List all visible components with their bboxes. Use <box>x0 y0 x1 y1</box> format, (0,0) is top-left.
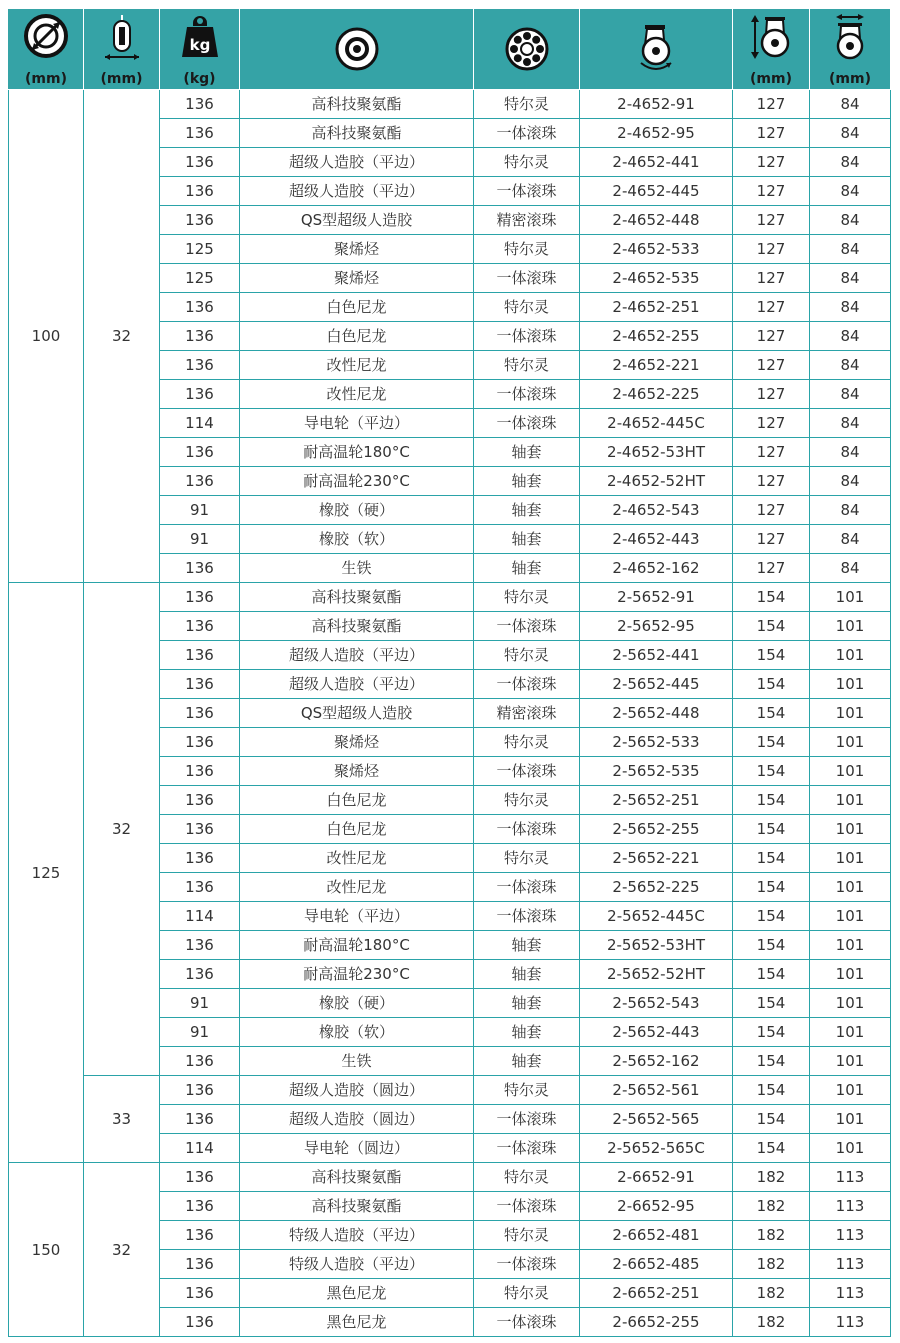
height-cell: 127 <box>733 148 810 177</box>
material-cell: 橡胶（硬） <box>240 496 474 525</box>
part-number-cell: 2-5652-445C <box>580 902 733 931</box>
plate-width-cell: 84 <box>810 264 891 293</box>
header-material <box>240 9 474 90</box>
load-cell: 136 <box>160 293 240 322</box>
plate-width-cell: 84 <box>810 148 891 177</box>
material-cell: 聚烯烃 <box>240 728 474 757</box>
unit-label: (mm) <box>100 71 143 87</box>
plate-width-cell: 113 <box>810 1279 891 1308</box>
height-cell: 127 <box>733 525 810 554</box>
plate-width-cell: 101 <box>810 1105 891 1134</box>
bearing-cell: 一体滚珠 <box>474 670 580 699</box>
bearing-cell: 特尔灵 <box>474 1221 580 1250</box>
load-cell: 136 <box>160 1105 240 1134</box>
spec-table-body <box>9 90 891 1337</box>
plate-width-cell: 101 <box>810 902 891 931</box>
header-height <box>733 9 810 90</box>
material-cell: 高科技聚氨酯 <box>240 1192 474 1221</box>
material-cell: 白色尼龙 <box>240 815 474 844</box>
part-number-cell: 2-4652-448 <box>580 206 733 235</box>
part-number-cell: 2-5652-533 <box>580 728 733 757</box>
height-cell: 182 <box>733 1192 810 1221</box>
load-cell: 91 <box>160 496 240 525</box>
bearing-cell: 特尔灵 <box>474 1163 580 1192</box>
height-cell: 154 <box>733 670 810 699</box>
bearing-cell: 一体滚珠 <box>474 815 580 844</box>
part-number-cell: 2-4652-221 <box>580 351 733 380</box>
part-number-cell: 2-4652-255 <box>580 322 733 351</box>
material-cell: 高科技聚氨酯 <box>240 90 474 119</box>
bearing-cell: 一体滚珠 <box>474 612 580 641</box>
load-cell: 136 <box>160 786 240 815</box>
load-cell: 136 <box>160 1250 240 1279</box>
part-number-cell: 2-5652-445 <box>580 670 733 699</box>
swivel-caster-icon <box>635 23 677 75</box>
part-number-cell: 2-5652-565 <box>580 1105 733 1134</box>
load-cell: 136 <box>160 1308 240 1337</box>
table-row <box>9 1163 891 1192</box>
plate-width-cell: 101 <box>810 1047 891 1076</box>
plate-width-cell: 101 <box>810 1018 891 1047</box>
material-cell: 聚烯烃 <box>240 757 474 786</box>
bearing-cell: 特尔灵 <box>474 1076 580 1105</box>
table-row <box>9 583 891 612</box>
bearing-cell: 特尔灵 <box>474 728 580 757</box>
material-cell: 生铁 <box>240 554 474 583</box>
height-cell: 154 <box>733 989 810 1018</box>
plate-width-cell: 84 <box>810 293 891 322</box>
bearing-cell: 特尔灵 <box>474 844 580 873</box>
unit-label: (mm) <box>829 71 871 87</box>
material-cell: 高科技聚氨酯 <box>240 612 474 641</box>
width-cell: 32 <box>84 583 160 1076</box>
height-cell: 127 <box>733 554 810 583</box>
spec-table-wrapper <box>8 8 890 1337</box>
part-number-cell: 2-4652-443 <box>580 525 733 554</box>
height-cell: 154 <box>733 815 810 844</box>
height-cell: 127 <box>733 467 810 496</box>
part-number-cell: 2-4652-52HT <box>580 467 733 496</box>
part-number-cell: 2-4652-533 <box>580 235 733 264</box>
bearing-cell: 特尔灵 <box>474 1279 580 1308</box>
material-cell: 超级人造胶（平边） <box>240 670 474 699</box>
bearing-cell: 一体滚珠 <box>474 1105 580 1134</box>
load-cell: 136 <box>160 1279 240 1308</box>
load-cell: 136 <box>160 90 240 119</box>
bearing-cell: 特尔灵 <box>474 235 580 264</box>
material-cell: 高科技聚氨酯 <box>240 1163 474 1192</box>
load-cell: 91 <box>160 989 240 1018</box>
part-number-cell: 2-4652-445 <box>580 177 733 206</box>
header-width <box>84 9 160 90</box>
plate-width-cell: 113 <box>810 1163 891 1192</box>
height-cell: 154 <box>733 757 810 786</box>
material-cell: 白色尼龙 <box>240 293 474 322</box>
load-cell: 136 <box>160 757 240 786</box>
unit-label: (kg) <box>183 71 216 87</box>
material-cell: 耐高温轮180°C <box>240 438 474 467</box>
header-plate <box>810 9 891 90</box>
bearing-icon <box>504 26 550 72</box>
material-cell: 改性尼龙 <box>240 351 474 380</box>
height-cell: 127 <box>733 496 810 525</box>
part-number-cell: 2-5652-162 <box>580 1047 733 1076</box>
plate-width-cell: 84 <box>810 467 891 496</box>
plate-width-cell: 101 <box>810 583 891 612</box>
plate-width-cell: 101 <box>810 786 891 815</box>
bearing-cell: 轴套 <box>474 525 580 554</box>
part-number-cell: 2-5652-535 <box>580 757 733 786</box>
height-cell: 154 <box>733 902 810 931</box>
load-cell: 136 <box>160 119 240 148</box>
load-cell: 136 <box>160 931 240 960</box>
load-cell: 125 <box>160 264 240 293</box>
load-cell: 136 <box>160 641 240 670</box>
bearing-cell: 一体滚珠 <box>474 322 580 351</box>
load-cell: 136 <box>160 554 240 583</box>
height-cell: 127 <box>733 438 810 467</box>
bearing-cell: 轴套 <box>474 989 580 1018</box>
height-cell: 182 <box>733 1221 810 1250</box>
plate-width-cell: 113 <box>810 1250 891 1279</box>
material-cell: 改性尼龙 <box>240 873 474 902</box>
plate-width-icon <box>830 13 870 61</box>
header-load <box>160 9 240 90</box>
material-cell: 改性尼龙 <box>240 844 474 873</box>
bearing-cell: 轴套 <box>474 1047 580 1076</box>
part-number-cell: 2-5652-565C <box>580 1134 733 1163</box>
plate-width-cell: 84 <box>810 177 891 206</box>
bearing-cell: 一体滚珠 <box>474 409 580 438</box>
plate-width-cell: 84 <box>810 90 891 119</box>
part-number-cell: 2-5652-225 <box>580 873 733 902</box>
part-number-cell: 2-6652-251 <box>580 1279 733 1308</box>
plate-width-cell: 101 <box>810 931 891 960</box>
height-cell: 154 <box>733 1047 810 1076</box>
material-cell: 白色尼龙 <box>240 322 474 351</box>
height-cell: 127 <box>733 235 810 264</box>
part-number-cell: 2-6652-95 <box>580 1192 733 1221</box>
load-cell: 136 <box>160 351 240 380</box>
material-cell: 导电轮（平边） <box>240 902 474 931</box>
plate-width-cell: 84 <box>810 322 891 351</box>
bearing-cell: 特尔灵 <box>474 90 580 119</box>
diameter-cell: 150 <box>9 1163 84 1337</box>
bearing-cell: 一体滚珠 <box>474 1134 580 1163</box>
load-cell: 125 <box>160 235 240 264</box>
bearing-cell: 一体滚珠 <box>474 380 580 409</box>
bearing-cell: 特尔灵 <box>474 351 580 380</box>
bearing-cell: 特尔灵 <box>474 293 580 322</box>
plate-width-cell: 101 <box>810 612 891 641</box>
load-cell: 136 <box>160 844 240 873</box>
bearing-cell: 特尔灵 <box>474 786 580 815</box>
load-cell: 136 <box>160 960 240 989</box>
height-cell: 182 <box>733 1163 810 1192</box>
load-cell: 136 <box>160 148 240 177</box>
bearing-cell: 一体滚珠 <box>474 1308 580 1337</box>
load-cell: 136 <box>160 612 240 641</box>
part-number-cell: 2-5652-52HT <box>580 960 733 989</box>
plate-width-cell: 84 <box>810 525 891 554</box>
bearing-cell: 特尔灵 <box>474 583 580 612</box>
material-cell: 导电轮（平边） <box>240 409 474 438</box>
wheel-material-icon <box>334 26 380 72</box>
plate-width-cell: 101 <box>810 989 891 1018</box>
diameter-cell: 125 <box>9 583 84 1163</box>
bearing-cell: 特尔灵 <box>474 641 580 670</box>
height-cell: 127 <box>733 293 810 322</box>
height-cell: 127 <box>733 90 810 119</box>
part-number-cell: 2-5652-251 <box>580 786 733 815</box>
load-cell: 136 <box>160 728 240 757</box>
load-cell: 136 <box>160 1192 240 1221</box>
height-cell: 154 <box>733 1105 810 1134</box>
bearing-cell: 轴套 <box>474 931 580 960</box>
height-cell: 154 <box>733 699 810 728</box>
material-cell: 高科技聚氨酯 <box>240 119 474 148</box>
load-cell: 136 <box>160 1221 240 1250</box>
height-cell: 127 <box>733 380 810 409</box>
material-cell: 聚烯烃 <box>240 264 474 293</box>
part-number-cell: 2-6652-481 <box>580 1221 733 1250</box>
plate-width-cell: 84 <box>810 206 891 235</box>
part-number-cell: 2-4652-95 <box>580 119 733 148</box>
part-number-cell: 2-4652-225 <box>580 380 733 409</box>
plate-width-cell: 101 <box>810 1134 891 1163</box>
load-cell: 114 <box>160 409 240 438</box>
load-cell: 136 <box>160 467 240 496</box>
height-cell: 182 <box>733 1250 810 1279</box>
height-cell: 154 <box>733 1018 810 1047</box>
height-cell: 154 <box>733 844 810 873</box>
plate-width-cell: 101 <box>810 670 891 699</box>
material-cell: 聚烯烃 <box>240 235 474 264</box>
part-number-cell: 2-5652-441 <box>580 641 733 670</box>
load-cell: 136 <box>160 583 240 612</box>
load-cell: 136 <box>160 1076 240 1105</box>
height-cell: 154 <box>733 786 810 815</box>
diameter-cell: 100 <box>9 90 84 583</box>
part-number-cell: 2-4652-53HT <box>580 438 733 467</box>
width-cell: 32 <box>84 90 160 583</box>
load-cell: 136 <box>160 1047 240 1076</box>
plate-width-cell: 84 <box>810 380 891 409</box>
load-weight-icon <box>180 13 220 59</box>
wheel-width-icon <box>102 13 142 61</box>
height-cell: 127 <box>733 206 810 235</box>
bearing-cell: 轴套 <box>474 467 580 496</box>
material-cell: 黑色尼龙 <box>240 1308 474 1337</box>
bearing-cell: 一体滚珠 <box>474 873 580 902</box>
material-cell: 超级人造胶（平边） <box>240 177 474 206</box>
part-number-cell: 2-4652-441 <box>580 148 733 177</box>
table-row <box>9 1076 891 1105</box>
height-cell: 127 <box>733 322 810 351</box>
material-cell: 耐高温轮230°C <box>240 960 474 989</box>
plate-width-cell: 101 <box>810 757 891 786</box>
width-cell: 32 <box>84 1163 160 1337</box>
header-swivel <box>580 9 733 90</box>
load-cell: 136 <box>160 177 240 206</box>
header-diameter <box>9 9 84 90</box>
plate-width-cell: 101 <box>810 699 891 728</box>
unit-label: (mm) <box>750 71 792 87</box>
caster-spec-table <box>8 8 891 1337</box>
part-number-cell: 2-4652-251 <box>580 293 733 322</box>
part-number-cell: 2-4652-445C <box>580 409 733 438</box>
overall-height-icon <box>749 13 793 61</box>
height-cell: 127 <box>733 177 810 206</box>
bearing-cell: 轴套 <box>474 438 580 467</box>
bearing-cell: 精密滚珠 <box>474 699 580 728</box>
bearing-cell: 特尔灵 <box>474 148 580 177</box>
plate-width-cell: 101 <box>810 873 891 902</box>
bearing-cell: 一体滚珠 <box>474 757 580 786</box>
wheel-diameter-icon <box>23 13 69 59</box>
material-cell: 特级人造胶（平边） <box>240 1250 474 1279</box>
height-cell: 154 <box>733 583 810 612</box>
material-cell: 超级人造胶（平边） <box>240 148 474 177</box>
plate-width-cell: 84 <box>810 438 891 467</box>
plate-width-cell: 113 <box>810 1221 891 1250</box>
part-number-cell: 2-6652-485 <box>580 1250 733 1279</box>
load-cell: 136 <box>160 206 240 235</box>
width-cell: 33 <box>84 1076 160 1163</box>
bearing-cell: 精密滚珠 <box>474 206 580 235</box>
material-cell: 特级人造胶（平边） <box>240 1221 474 1250</box>
bearing-cell: 一体滚珠 <box>474 177 580 206</box>
part-number-cell: 2-4652-535 <box>580 264 733 293</box>
plate-width-cell: 84 <box>810 409 891 438</box>
material-cell: 橡胶（软） <box>240 525 474 554</box>
load-cell: 91 <box>160 1018 240 1047</box>
load-cell: 91 <box>160 525 240 554</box>
material-cell: 超级人造胶（平边） <box>240 641 474 670</box>
load-cell: 136 <box>160 873 240 902</box>
bearing-cell: 轴套 <box>474 496 580 525</box>
load-cell: 114 <box>160 902 240 931</box>
part-number-cell: 2-6652-255 <box>580 1308 733 1337</box>
bearing-cell: 一体滚珠 <box>474 119 580 148</box>
plate-width-cell: 113 <box>810 1308 891 1337</box>
part-number-cell: 2-4652-91 <box>580 90 733 119</box>
part-number-cell: 2-5652-221 <box>580 844 733 873</box>
height-cell: 154 <box>733 641 810 670</box>
part-number-cell: 2-6652-91 <box>580 1163 733 1192</box>
material-cell: 耐高温轮180°C <box>240 931 474 960</box>
plate-width-cell: 113 <box>810 1192 891 1221</box>
plate-width-cell: 84 <box>810 496 891 525</box>
load-icon-text: kg <box>189 36 210 54</box>
material-cell: 超级人造胶（圆边） <box>240 1076 474 1105</box>
bearing-cell: 一体滚珠 <box>474 1192 580 1221</box>
material-cell: 耐高温轮230°C <box>240 467 474 496</box>
load-cell: 136 <box>160 322 240 351</box>
bearing-cell: 一体滚珠 <box>474 902 580 931</box>
load-cell: 136 <box>160 380 240 409</box>
height-cell: 154 <box>733 612 810 641</box>
part-number-cell: 2-5652-448 <box>580 699 733 728</box>
part-number-cell: 2-5652-543 <box>580 989 733 1018</box>
height-cell: 127 <box>733 264 810 293</box>
plate-width-cell: 101 <box>810 960 891 989</box>
material-cell: QS型超级人造胶 <box>240 699 474 728</box>
height-cell: 154 <box>733 931 810 960</box>
height-cell: 154 <box>733 728 810 757</box>
plate-width-cell: 101 <box>810 1076 891 1105</box>
table-row <box>9 90 891 119</box>
material-cell: 生铁 <box>240 1047 474 1076</box>
material-cell: 黑色尼龙 <box>240 1279 474 1308</box>
material-cell: QS型超级人造胶 <box>240 206 474 235</box>
height-cell: 127 <box>733 409 810 438</box>
material-cell: 白色尼龙 <box>240 786 474 815</box>
material-cell: 改性尼龙 <box>240 380 474 409</box>
material-cell: 导电轮（圆边） <box>240 1134 474 1163</box>
plate-width-cell: 84 <box>810 235 891 264</box>
plate-width-cell: 101 <box>810 641 891 670</box>
part-number-cell: 2-4652-543 <box>580 496 733 525</box>
material-cell: 橡胶（硬） <box>240 989 474 1018</box>
height-cell: 154 <box>733 873 810 902</box>
load-cell: 136 <box>160 1163 240 1192</box>
plate-width-cell: 84 <box>810 554 891 583</box>
height-cell: 127 <box>733 351 810 380</box>
plate-width-cell: 101 <box>810 844 891 873</box>
part-number-cell: 2-4652-162 <box>580 554 733 583</box>
bearing-cell: 一体滚珠 <box>474 1250 580 1279</box>
bearing-cell: 轴套 <box>474 554 580 583</box>
load-cell: 136 <box>160 438 240 467</box>
plate-width-cell: 84 <box>810 351 891 380</box>
height-cell: 154 <box>733 1134 810 1163</box>
plate-width-cell: 84 <box>810 119 891 148</box>
plate-width-cell: 101 <box>810 728 891 757</box>
bearing-cell: 一体滚珠 <box>474 264 580 293</box>
load-cell: 136 <box>160 699 240 728</box>
plate-width-cell: 101 <box>810 815 891 844</box>
part-number-cell: 2-5652-95 <box>580 612 733 641</box>
header-bearing <box>474 9 580 90</box>
material-cell: 高科技聚氨酯 <box>240 583 474 612</box>
unit-label: (mm) <box>25 71 67 87</box>
part-number-cell: 2-5652-91 <box>580 583 733 612</box>
height-cell: 182 <box>733 1308 810 1337</box>
header-row <box>9 9 891 90</box>
part-number-cell: 2-5652-443 <box>580 1018 733 1047</box>
load-cell: 136 <box>160 815 240 844</box>
load-cell: 114 <box>160 1134 240 1163</box>
height-cell: 127 <box>733 119 810 148</box>
part-number-cell: 2-5652-255 <box>580 815 733 844</box>
part-number-cell: 2-5652-561 <box>580 1076 733 1105</box>
material-cell: 橡胶（软） <box>240 1018 474 1047</box>
load-cell: 136 <box>160 670 240 699</box>
material-cell: 超级人造胶（圆边） <box>240 1105 474 1134</box>
height-cell: 182 <box>733 1279 810 1308</box>
height-cell: 154 <box>733 960 810 989</box>
bearing-cell: 轴套 <box>474 1018 580 1047</box>
bearing-cell: 轴套 <box>474 960 580 989</box>
part-number-cell: 2-5652-53HT <box>580 931 733 960</box>
height-cell: 154 <box>733 1076 810 1105</box>
